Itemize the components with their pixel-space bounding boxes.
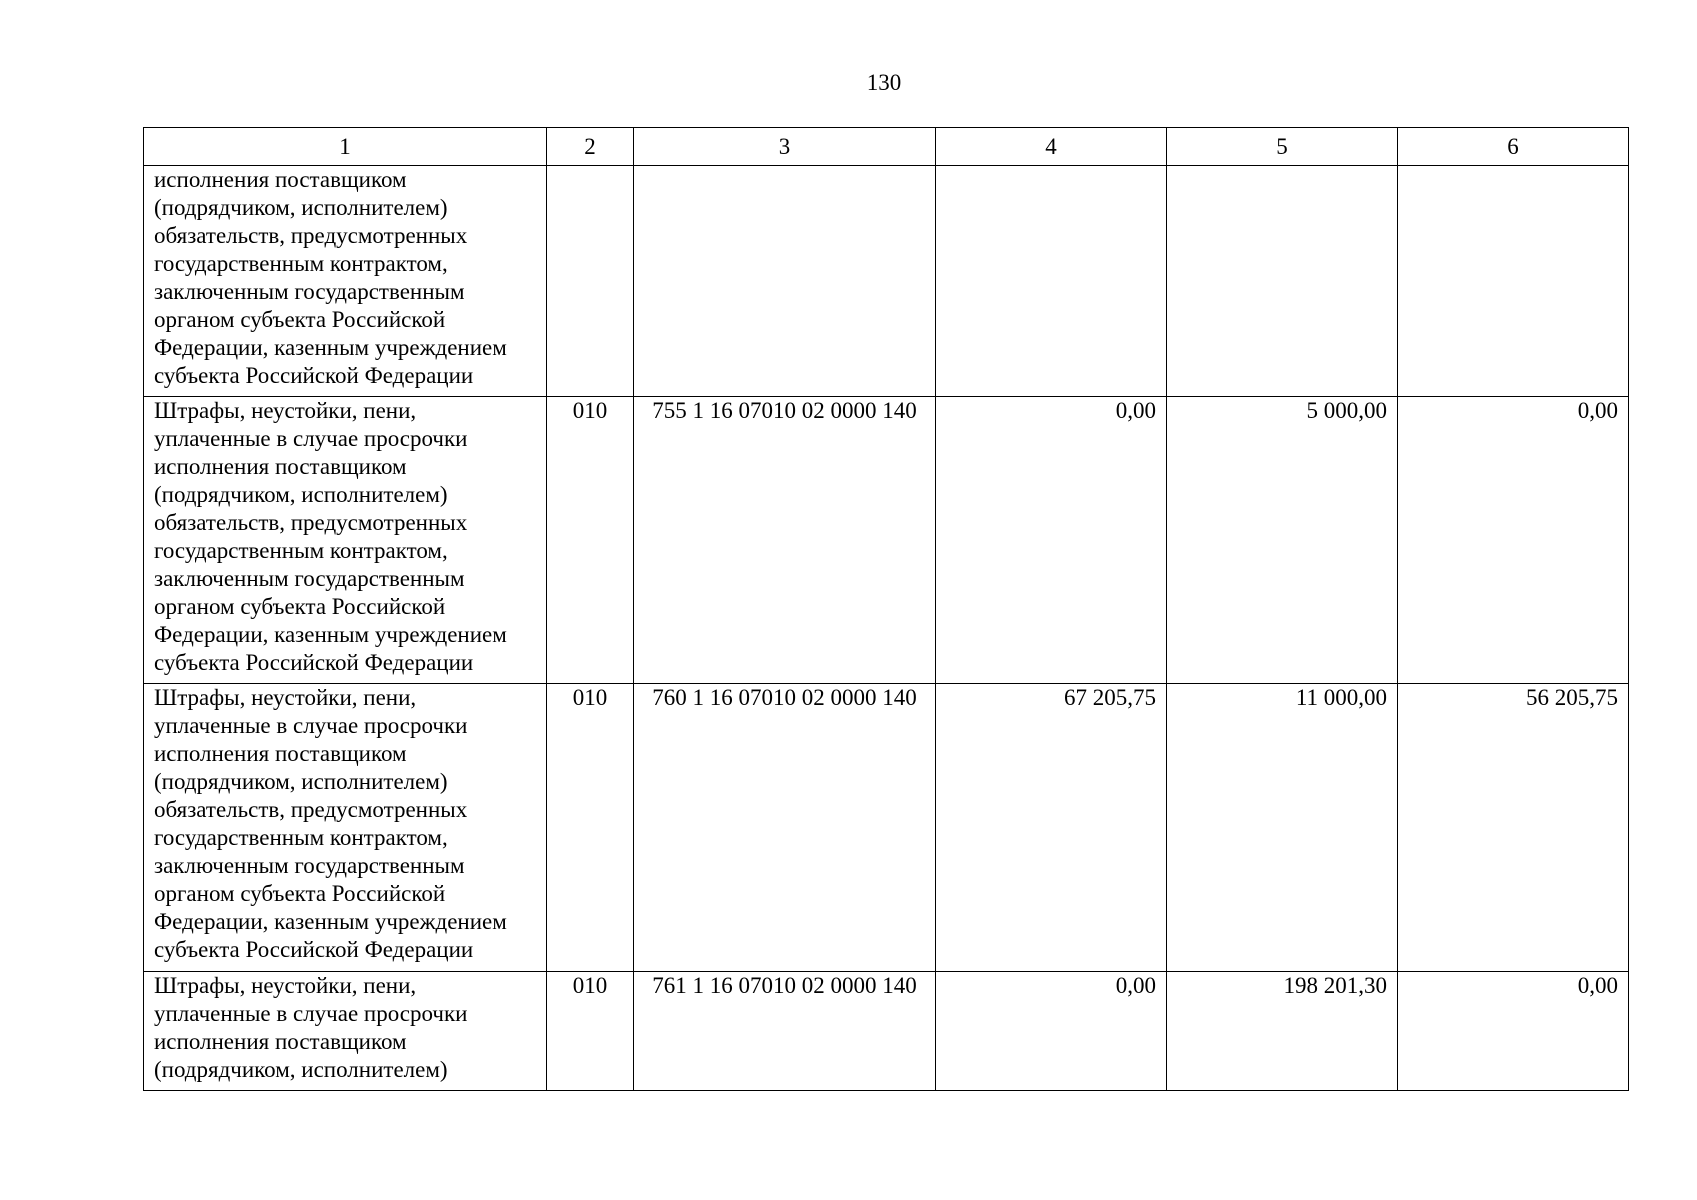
description-text: исполнения поставщиком (подрядчиком, исполнителем) обязательств, предусмотренных государственным контрактом, заключенным государственным органом субъекта Российской Федерации, казенным учреждением субъекта Российской Федерации xyxy=(154,167,507,388)
income-code-cell xyxy=(634,166,936,397)
table-row xyxy=(144,684,1629,972)
amount-cell-col6: 0,00 xyxy=(1398,397,1629,684)
amount-cell-col5 xyxy=(1167,166,1398,397)
income-code-cell: 755 1 16 07010 02 0000 140 xyxy=(634,397,936,684)
line-code-cell xyxy=(547,166,634,397)
line-code-cell: 010 xyxy=(547,397,634,684)
income-code-cell: 760 1 16 07010 02 0000 140 xyxy=(634,684,936,972)
amount-cell-col4: 0,00 xyxy=(936,397,1167,684)
amount-cell-col6 xyxy=(1398,166,1629,397)
income-code-cell: 761 1 16 07010 02 0000 140 xyxy=(634,972,936,1091)
column-header-2: 2 xyxy=(547,128,634,166)
column-header-6: 6 xyxy=(1398,128,1629,166)
amount-cell-col5: 5 000,00 xyxy=(1167,397,1398,684)
description-cell xyxy=(144,972,547,1091)
description-cell xyxy=(144,684,547,972)
column-header-3: 3 xyxy=(634,128,936,166)
amount-cell-col4 xyxy=(936,166,1167,397)
table-row xyxy=(144,397,1629,684)
amount-cell-col6: 56 205,75 xyxy=(1398,684,1629,972)
amount-cell-col4: 0,00 xyxy=(936,972,1167,1091)
column-header-1: 1 xyxy=(144,128,547,166)
description-cell xyxy=(144,397,547,684)
amount-cell-col5: 11 000,00 xyxy=(1167,684,1398,972)
amount-cell-col6: 0,00 xyxy=(1398,972,1629,1091)
column-header-5: 5 xyxy=(1167,128,1398,166)
amount-cell-col5: 198 201,30 xyxy=(1167,972,1398,1091)
page-number: 130 xyxy=(866,70,902,95)
description-text: Штрафы, неустойки, пени, уплаченные в случае просрочки исполнения поставщиком (подрядчиком, исполнителем) обязательств, предусмотренных государственным контрактом, заключенным государственным органом субъекта Российской Федерации, казенным учреждением субъекта Российской Федерации xyxy=(154,398,507,675)
table-header-row xyxy=(144,128,1629,166)
line-code-cell: 010 xyxy=(547,684,634,972)
table-row xyxy=(144,166,1629,397)
column-header-4: 4 xyxy=(936,128,1167,166)
data-table xyxy=(143,127,1629,1091)
description-text: Штрафы, неустойки, пени, уплаченные в случае просрочки исполнения поставщиком (подрядчиком, исполнителем) обязательств, предусмотренных государственным контрактом, заключенным государственным органом субъекта Российской Федерации, казенным учреждением субъекта Российской Федерации xyxy=(154,685,507,962)
description-text: Штрафы, неустойки, пени, уплаченные в случае просрочки исполнения поставщиком (подрядчиком, исполнителем) xyxy=(154,973,468,1082)
description-cell xyxy=(144,166,547,397)
table-row xyxy=(144,972,1629,1091)
line-code-cell: 010 xyxy=(547,972,634,1091)
amount-cell-col4: 67 205,75 xyxy=(936,684,1167,972)
